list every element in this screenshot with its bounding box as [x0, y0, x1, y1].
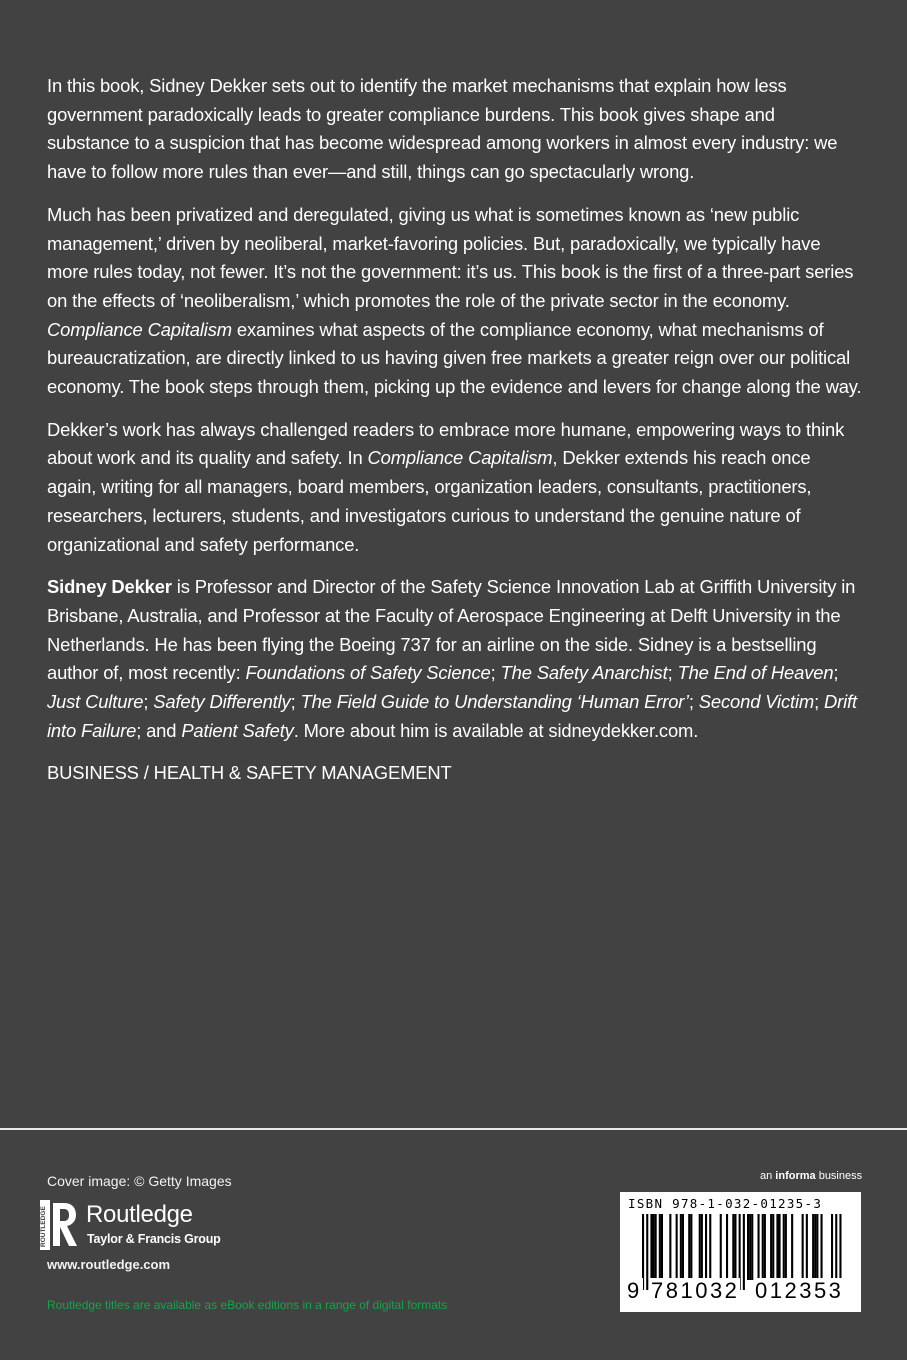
barcode-guard-bar	[646, 1214, 648, 1290]
barcode-bar	[764, 1214, 766, 1280]
barcode-bar	[732, 1214, 734, 1280]
barcode-bar	[772, 1214, 774, 1280]
author-bio	[47, 573, 862, 745]
barcode-bar	[812, 1214, 814, 1280]
separator: ;	[814, 691, 824, 713]
book-title: Second Victim	[698, 691, 815, 713]
book-title: Patient Safety	[181, 719, 294, 741]
book-title: Compliance Capitalism	[47, 318, 232, 340]
blurb-paragraph-3	[47, 416, 862, 560]
informa-business-label	[760, 1170, 862, 1182]
separator: ;	[833, 662, 839, 684]
barcode-bar	[701, 1214, 703, 1280]
isbn-barcode	[620, 1192, 861, 1312]
book-title: Just Culture	[47, 691, 144, 713]
separator: ;	[290, 691, 301, 713]
blurb-text: , Dekker extends his reach once again, writing for all managers, board members, organization leaders, consultants, practitioners, researchers, lecturers, students, and investigators curious to understand the genuine nature of organizational and safety performance.	[47, 447, 812, 555]
barcode-bar	[776, 1214, 778, 1280]
publisher-url[interactable]: www.routledge.com	[47, 1257, 171, 1272]
barcode-bar	[831, 1214, 833, 1280]
barcode-bar	[669, 1214, 671, 1280]
book-title: The Safety Anarchist	[500, 662, 668, 684]
barcode-bar	[779, 1214, 781, 1280]
book-title: The End of Heaven	[677, 662, 834, 684]
blurb-text: In this book, Sidney Dekker sets out to identify the market mechanisms that explain how less government paradoxically leads to greater compliance burdens. This book gives shape and substance to a suspicion that has become widespread among workers in almost every industry: we have to follow more rules than ever—and still, things can go spectacularly wrong.	[47, 75, 838, 183]
separator: ; and	[136, 719, 182, 741]
barcode-bar	[699, 1214, 701, 1280]
book-title: Drift into Failure	[47, 691, 857, 741]
barcode-bar	[709, 1214, 711, 1280]
barcode-bar	[720, 1214, 722, 1280]
barcode-bar	[783, 1214, 785, 1280]
barcode-digit-first: 9	[627, 1278, 642, 1303]
blurb-text: Dekker’s work has always challenged readers to embrace more humane, empowering ways to think about work and its quality and safety. In	[47, 418, 845, 469]
book-title: The Field Guide to Understanding ‘Human Error’	[300, 691, 689, 713]
barcode-bar	[785, 1214, 787, 1280]
blurb-text: examines what aspects of the compliance economy, what mechanisms of bureaucratization, are directly linked to us having given free markets a greater reign over our political economy. The book steps through them, picking up the evidence and levers for change along the way.	[47, 318, 862, 398]
blurb-paragraph-2	[47, 201, 862, 402]
barcode-bar	[661, 1214, 663, 1280]
barcode-bar	[758, 1214, 760, 1280]
routledge-r-icon	[40, 1200, 78, 1250]
blurb-text: Much has been privatized and deregulated, giving us what is sometimes known as ‘new public management,’ driven by neoliberal, market-favoring policies. But, paradoxically, we typically have more rules today, not fewer. It’s not the government: it’s us. This book is the first of a three-part series on the effects of ‘neoliberalism,’ which promotes the role of the private sector in the economy.	[47, 203, 854, 311]
informa-prefix: an	[760, 1170, 776, 1182]
barcode-digits-left: 781032	[651, 1278, 740, 1303]
cover-image-credit: Cover image: © Getty Images	[47, 1173, 232, 1189]
separator: ;	[667, 662, 678, 684]
barcode-bar	[770, 1214, 772, 1280]
publisher-group: Taylor & Francis Group	[87, 1232, 221, 1246]
barcode-bar	[726, 1214, 728, 1280]
author-name: Sidney Dekker	[47, 576, 172, 598]
informa-suffix: business	[815, 1170, 863, 1182]
svg-text:ROUTLEDGE: ROUTLEDGE	[40, 1206, 47, 1247]
barcode-bar	[821, 1214, 823, 1280]
barcode-bar	[734, 1214, 736, 1280]
isbn-label: ISBN 978-1-032-01235-3	[628, 1196, 823, 1211]
informa-brand: informa	[775, 1170, 816, 1182]
blurb-paragraph-1	[47, 72, 862, 187]
barcode-bar	[653, 1214, 655, 1280]
barcode-bar	[676, 1214, 678, 1280]
barcode-guard-bar	[743, 1214, 745, 1290]
publisher-logo	[40, 1200, 260, 1252]
barcode-bar	[806, 1214, 808, 1280]
subject-category: BUSINESS / HEALTH & SAFETY MANAGEMENT	[47, 762, 452, 784]
barcode-bar	[791, 1214, 793, 1280]
barcode-bar	[814, 1214, 816, 1280]
book-title: Foundations of Safety Science	[245, 662, 491, 684]
barcode-bar	[802, 1214, 804, 1280]
barcode-bar	[751, 1214, 753, 1280]
barcode-bar	[762, 1214, 764, 1280]
back-cover-blurb	[47, 72, 862, 802]
barcode-bar	[655, 1214, 657, 1280]
barcode-bar	[747, 1214, 749, 1280]
book-title: Compliance Capitalism	[367, 447, 553, 469]
separator: ;	[688, 691, 699, 713]
publisher-name: Routledge	[86, 1201, 193, 1228]
author-bio-text: is Professor and Director of the Safety Science Innovation Lab at Griffith University in Brisbane, Australia, and Professor at the Faculty of Aerospace Engineering at Delft University in the Netherlands. He has been flying the Boeing 737 for an airline on the side. Sidney is a bestselling author of, most recently:	[47, 576, 856, 684]
barcode-bar	[705, 1214, 707, 1280]
barcode-bar	[816, 1214, 818, 1280]
barcode-bar	[688, 1214, 690, 1280]
footer-divider	[0, 1128, 907, 1130]
barcode-digits-right: 012353	[755, 1278, 844, 1303]
book-title: Safety Differently	[153, 691, 291, 713]
ebook-note: Routledge titles are available as eBook editions in a range of digital formats	[47, 1298, 448, 1312]
barcode-bar	[682, 1214, 684, 1280]
barcode-bar	[749, 1214, 751, 1280]
barcode-bar	[650, 1214, 652, 1280]
barcode-bar	[690, 1214, 692, 1280]
barcode-bar	[659, 1214, 661, 1280]
author-bio-text: . More about him is available at sidneydekker.com.	[293, 719, 699, 741]
separator: ;	[143, 691, 154, 713]
barcode-bar	[680, 1214, 682, 1280]
separator: ;	[490, 662, 501, 684]
